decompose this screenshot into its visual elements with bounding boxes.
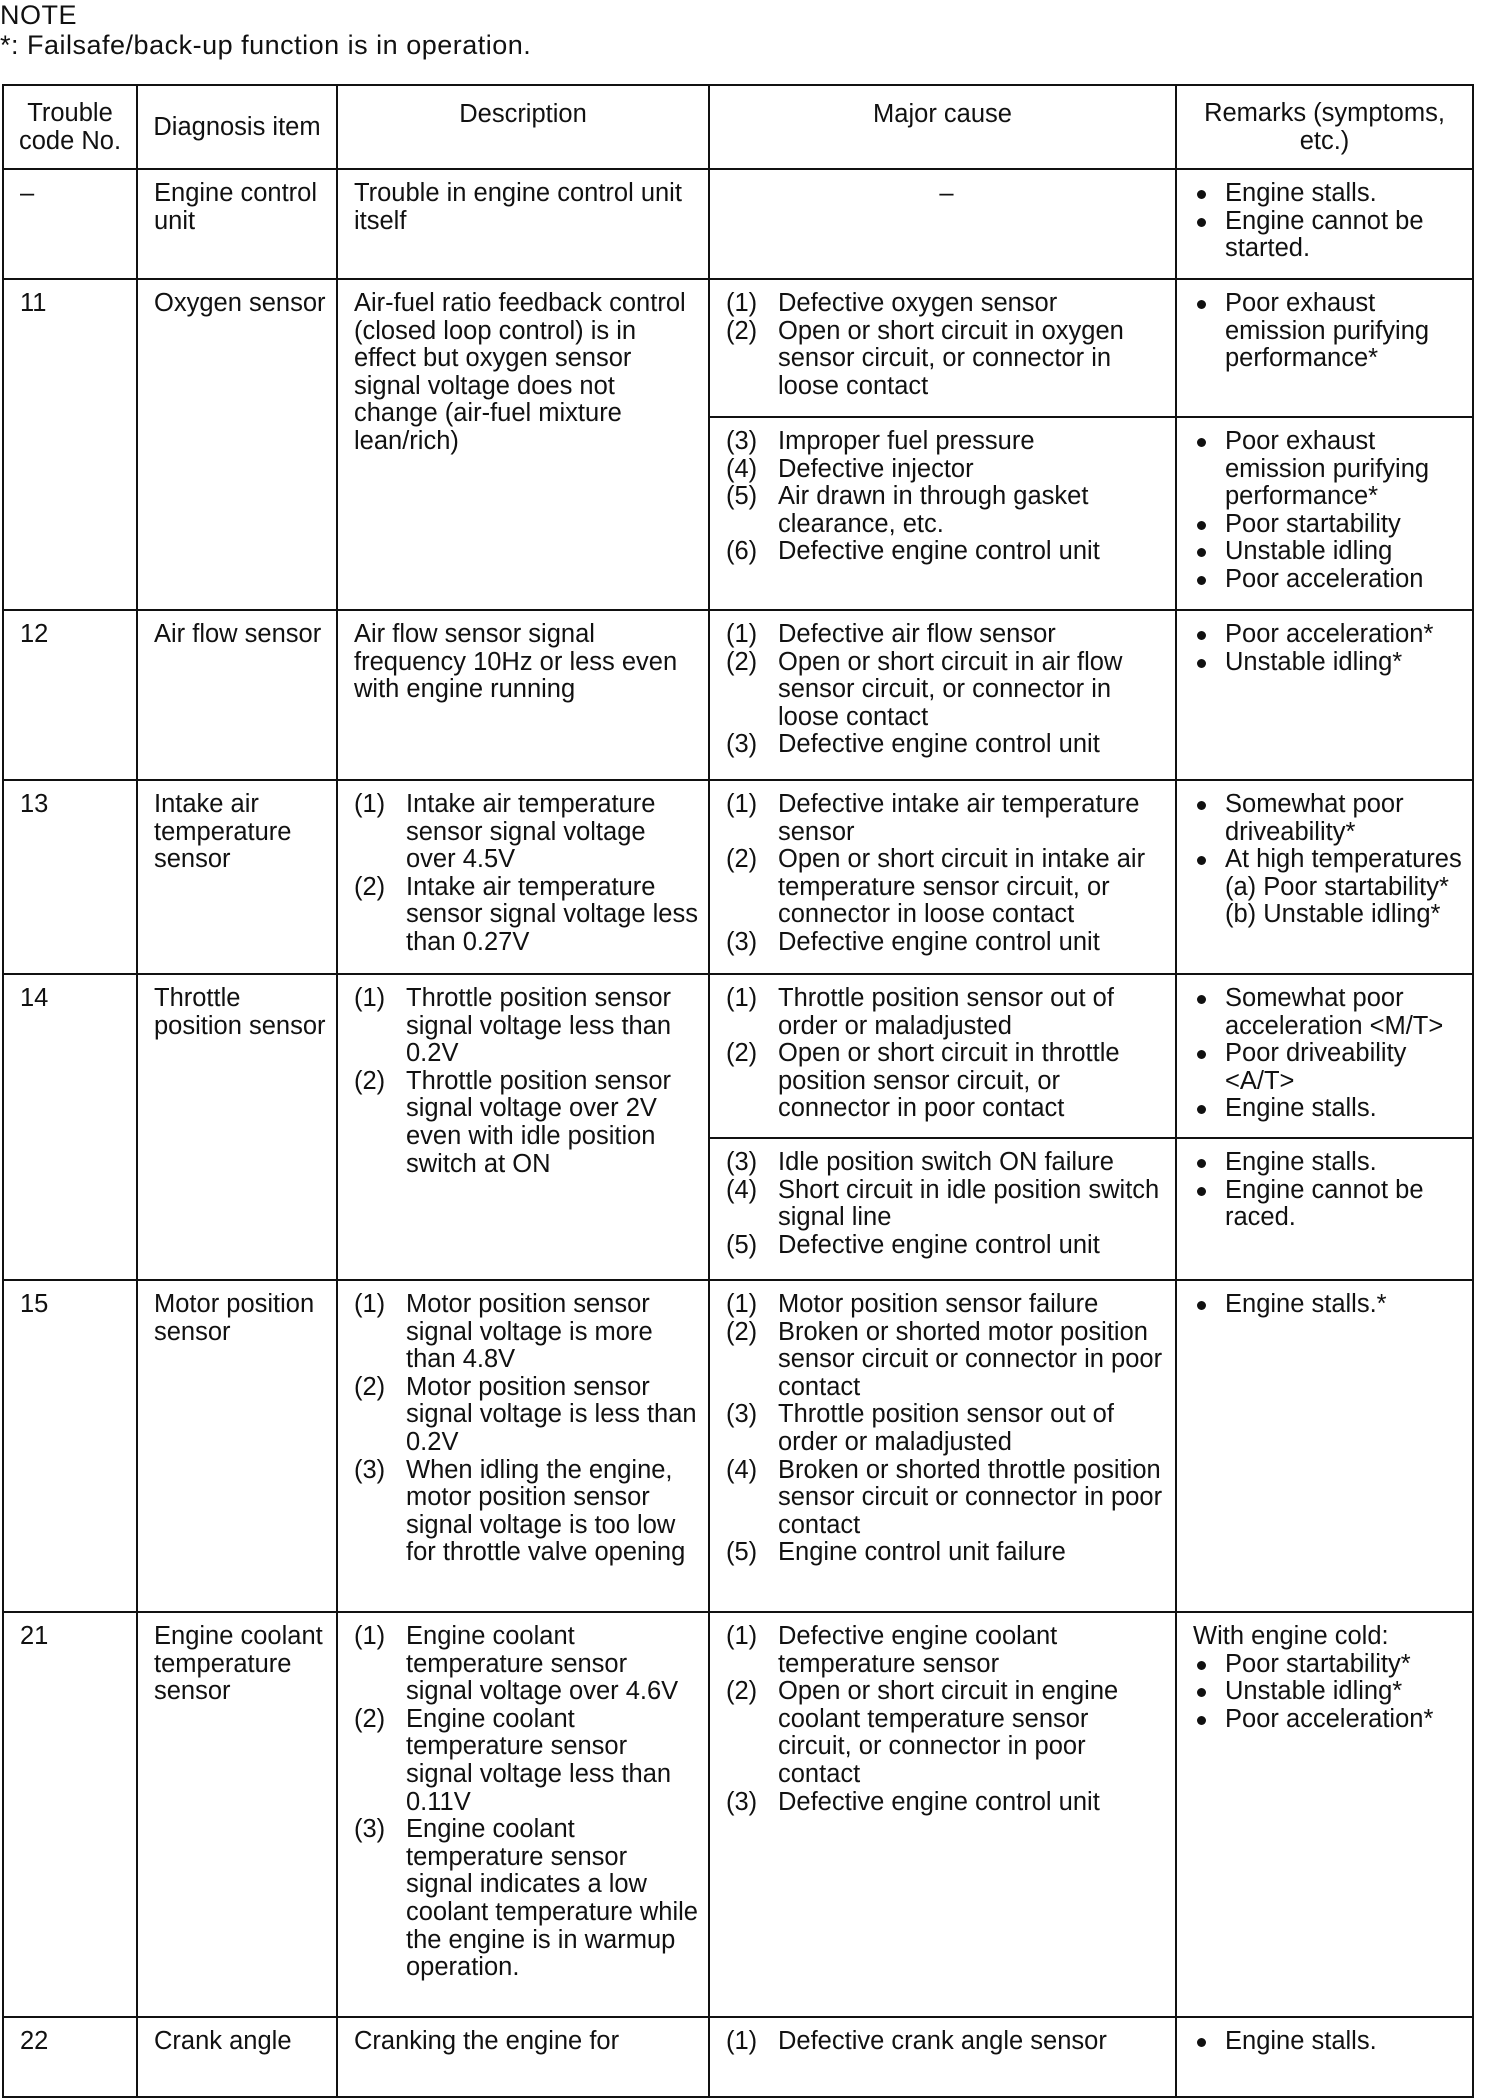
cause-number: (1) [726,620,758,648]
table-row [3,279,1473,417]
diagnosis-item: Crank angle [137,2017,337,2097]
note-text: *: Failsafe/back-up function is in operation. [0,30,532,60]
remark-item: Poor startability [1193,511,1464,539]
cause-item [726,483,1167,538]
remarks [1176,780,1473,974]
remarks [1176,169,1473,279]
trouble-code: 12 [3,610,137,780]
remarks [1176,610,1473,780]
cause-number: (6) [726,537,758,566]
cause-number: (4) [726,1175,758,1204]
diagnosis-item: Motor position sensor [137,1280,337,1612]
remark-item: Engine stalls. [1193,180,1464,208]
cause-text: Defective engine coolant temperature sensor [778,1622,1058,1678]
description-text: Intake air temperature sensor signal voltage over 4.5V [406,790,656,874]
cause-text: Throttle position sensor out of order or maladjusted [778,1400,1114,1456]
cause-number: (2) [726,316,758,345]
description-item [354,1068,700,1178]
cause-number: (2) [726,1317,758,1346]
header-trouble-code: Trouble code No. [3,85,137,169]
cause-text: Improper fuel pressure [778,427,1035,455]
cause-number: (3) [726,927,758,956]
cause-item [726,456,1167,484]
remark-item: Unstable idling [1193,538,1464,566]
remark-item: Poor acceleration [1193,566,1464,594]
cause-text: Defective crank angle sensor [778,2027,1107,2055]
cause-number: (3) [726,1400,758,1429]
remarks [1176,1280,1473,1612]
remark-item: At high temperatures [1193,846,1464,874]
cause-item [726,428,1167,456]
description-text: Motor position sensor signal voltage is more than 4.8V [406,1290,653,1374]
diagnosis-table [2,84,1474,2098]
description-text: Engine coolant temperature sensor signal voltage over 4.6V [406,1622,679,1706]
description-number: (1) [354,790,386,818]
cause-number: (5) [726,1538,758,1567]
major-cause [709,780,1176,974]
cause-number: (2) [726,845,758,874]
remark-item: Poor acceleration* [1193,1706,1464,1734]
cause-number: (1) [726,2027,758,2055]
header-remarks: Remarks (symptoms, etc.) [1176,85,1473,169]
cause-text: Defective injector [778,454,974,483]
description-number: (1) [354,1290,386,1318]
description-text: Throttle position sensor signal voltage less than 0.2V [406,984,672,1068]
cause-text: Open or short circuit in throttle position sensor circuit, or connector in poor contact [778,1039,1120,1123]
description-item [354,1291,700,1374]
description-number: (2) [354,1372,386,1401]
trouble-code: 13 [3,780,137,974]
remarks [1176,1612,1473,2017]
cause-item [726,538,1167,566]
major-cause [709,279,1176,417]
cause-text: Open or short circuit in engine coolant temperature sensor circuit, or connector in poor contact [778,1677,1119,1788]
remark-item: Poor exhaust emission purifying performance* [1193,428,1464,511]
remark-item: Engine stalls. [1193,1149,1464,1177]
cause-number: (4) [726,1455,758,1484]
major-cause [709,974,1176,1138]
cause-number: (5) [726,1230,758,1259]
trouble-code: 21 [3,1612,137,2017]
description-number: (2) [354,1066,386,1095]
cause-text: Defective oxygen sensor [778,289,1058,317]
cause-text: Defective engine control unit [778,730,1100,759]
cause-text: Defective air flow sensor [778,620,1056,648]
cause-number: (2) [726,1677,758,1706]
header-diagnosis-item: Diagnosis item [137,85,337,169]
remark-sub-item: (a) Poor startability* [1225,872,1449,901]
remarks-intro: With engine cold: [1193,1622,1389,1650]
cause-item [726,318,1167,401]
trouble-code: 11 [3,279,137,610]
remark-sub-item: (b) Unstable idling* [1225,900,1441,929]
cause-item [726,621,1167,649]
major-cause [709,610,1176,780]
remark-item: Engine stalls. [1193,2028,1464,2056]
cause-text: Engine control unit failure [778,1538,1066,1567]
major-cause [709,1612,1176,2017]
description [337,974,709,1280]
description [337,1612,709,2017]
cause-item [726,1040,1167,1123]
cause-text: Motor position sensor failure [778,1290,1099,1318]
cause-item [726,1539,1167,1567]
description-text: When idling the engine, motor position sensor signal voltage is too low for throttle valve opening [406,1455,686,1567]
description-number: (2) [354,872,386,901]
note-block [0,0,531,60]
description-item [354,1706,700,1816]
cause-number: (1) [726,790,758,818]
cause-item [726,791,1167,846]
cause-item [726,1319,1167,1402]
major-cause [709,2017,1176,2097]
remarks [1176,279,1473,417]
cause-number: (2) [726,647,758,676]
remark-item: Poor exhaust emission purifying performance* [1193,290,1464,373]
cause-number: (3) [726,1148,758,1176]
cause-text: Broken or shorted throttle position sensor circuit or connector in poor contact [778,1455,1163,1539]
major-cause: – [709,169,1176,279]
cause-number: (1) [726,1622,758,1650]
description-text: Engine coolant temperature sensor signal indicates a low coolant temperature while the engine is in warmup operation. [406,1815,698,1982]
remark-item: Engine stalls.* [1193,1291,1464,1319]
description-text: Intake air temperature sensor signal voltage less than 0.27V [406,872,698,956]
cause-item [726,846,1167,929]
cause-item [726,985,1167,1040]
remark-item: Poor acceleration* [1193,621,1464,649]
cause-number: (5) [726,482,758,511]
description-number: (2) [354,1704,386,1733]
cause-text: Defective engine control unit [778,927,1100,956]
remarks [1176,2017,1473,2097]
remarks [1176,974,1473,1138]
cause-number: (3) [726,427,758,455]
cause-text: Broken or shorted motor position sensor circuit or connector in poor contact [778,1317,1163,1401]
description-text: Throttle position sensor signal voltage over 2V even with idle position switch at ON [406,1066,672,1178]
description-item [354,985,700,1068]
remarks [1176,1138,1473,1280]
table-row [3,169,1473,279]
cause-text: Open or short circuit in oxygen sensor circuit, or connector in loose contact [778,316,1124,400]
note-title: NOTE [0,0,78,30]
cause-item [726,1177,1167,1232]
remark-item: Somewhat poor acceleration <M/T> [1193,985,1464,1040]
description-item [354,874,700,957]
cause-item [726,649,1167,732]
cause-item [726,1457,1167,1540]
remarks [1176,417,1473,610]
description-text: Engine coolant temperature sensor signal voltage less than 0.11V [406,1704,672,1816]
cause-item [726,1678,1167,1788]
description: Cranking the engine for [337,2017,709,2097]
trouble-code: 22 [3,2017,137,2097]
cause-item [726,1789,1167,1817]
description-number: (3) [354,1455,386,1484]
cause-item [726,1291,1167,1319]
cause-item [726,731,1167,759]
cause-number: (1) [726,1290,758,1318]
header-description: Description [337,85,709,169]
cause-text: Defective engine control unit [778,1230,1100,1259]
remark-item: Poor driveability <A/T> [1193,1040,1464,1095]
major-cause [709,417,1176,610]
cause-item [726,1149,1167,1177]
remark-item: Somewhat poor driveability* [1193,791,1464,846]
cause-number: (3) [726,1787,758,1816]
cause-number: (3) [726,730,758,759]
cause-number: (4) [726,454,758,483]
diagnosis-item: Intake air temperature sensor [137,780,337,974]
cause-text: Defective intake air temperature sensor [778,790,1140,846]
description-number: (1) [354,984,386,1012]
remark-item: Poor startability* [1193,1651,1464,1679]
trouble-code: – [3,169,137,279]
table-row [3,2017,1473,2097]
description-item [354,1623,700,1706]
cause-item [726,290,1167,318]
description: Air-fuel ratio feedback control (closed loop control) is in effect but oxygen sensor signal voltage does not change (air-fuel mixture lean/rich) [337,279,709,610]
description-number: (3) [354,1815,386,1844]
remark-item: Unstable idling* [1193,649,1464,677]
diagnosis-item: Air flow sensor [137,610,337,780]
description-item [354,1374,700,1457]
table-row [3,1280,1473,1612]
diagnosis-item: Engine coolant temperature sensor [137,1612,337,2017]
trouble-code: 14 [3,974,137,1280]
description: Air flow sensor signal frequency 10Hz or less even with engine running [337,610,709,780]
cause-item [726,1401,1167,1456]
diagnosis-item: Engine control unit [137,169,337,279]
description [337,780,709,974]
description-item [354,1816,700,1982]
major-cause [709,1280,1176,1612]
description: Trouble in engine control unit itself [337,169,709,279]
description-item [354,1457,700,1567]
cause-text: Defective engine control unit [778,537,1100,566]
remark-item: Engine stalls. [1193,1095,1464,1123]
cause-text: Open or short circuit in air flow sensor circuit, or connector in loose contact [778,647,1123,731]
diagnosis-item: Throttle position sensor [137,974,337,1280]
table-row [3,1612,1473,2017]
table-row [3,780,1473,974]
cause-text: Defective engine control unit [778,1787,1100,1816]
cause-text: Air drawn in through gasket clearance, etc. [778,482,1089,538]
header-major-cause: Major cause [709,85,1176,169]
cause-text: Short circuit in idle position switch signal line [778,1175,1160,1232]
cause-number: (2) [726,1039,758,1068]
description-text: Motor position sensor signal voltage is less than 0.2V [406,1372,697,1456]
description-number: (1) [354,1622,386,1650]
cause-text: Throttle position sensor out of order or maladjusted [778,984,1114,1040]
description [337,1280,709,1612]
cause-number: (1) [726,984,758,1012]
cause-number: (1) [726,289,758,317]
header-row [3,85,1473,169]
cause-item [726,2028,1167,2056]
cause-text: Open or short circuit in intake air temperature sensor circuit, or connector in loose contact [778,845,1146,929]
cause-item [726,1232,1167,1260]
remark-item: Unstable idling* [1193,1678,1464,1706]
table-row [3,610,1473,780]
table-row [3,974,1473,1138]
cause-item [726,929,1167,957]
remark-item: Engine cannot be started. [1193,208,1464,263]
trouble-code: 15 [3,1280,137,1612]
cause-item [726,1623,1167,1678]
cause-text: Idle position switch ON failure [778,1148,1114,1176]
diagnosis-item: Oxygen sensor [137,279,337,610]
major-cause [709,1138,1176,1280]
description-item [354,791,700,874]
remark-item: Engine cannot be raced. [1193,1177,1464,1232]
